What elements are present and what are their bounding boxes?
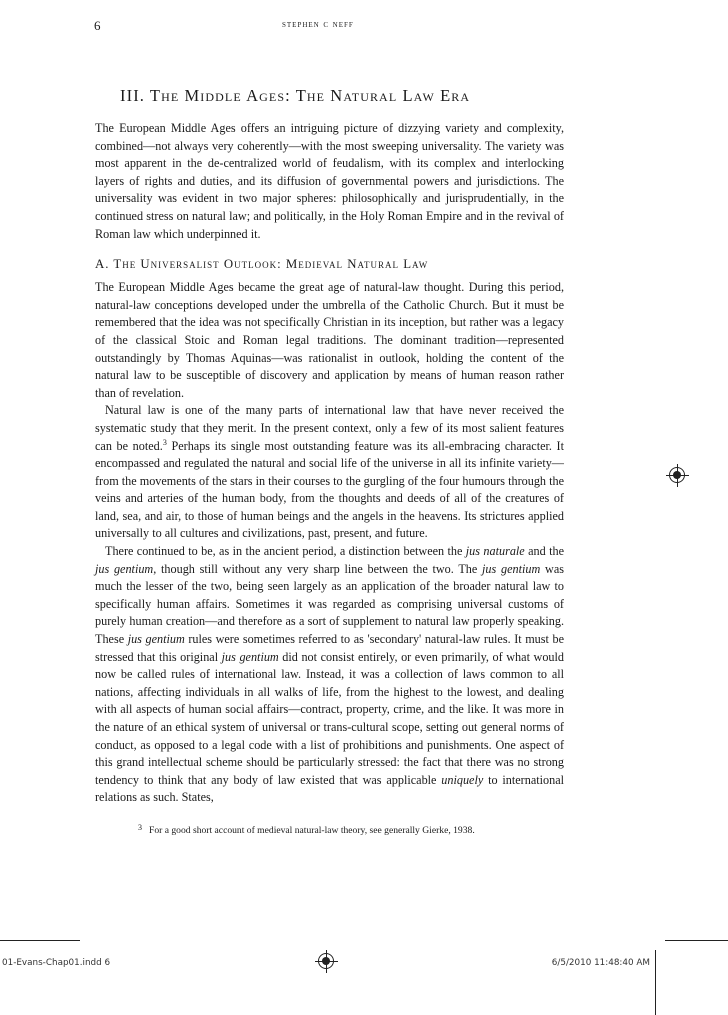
- registration-mark-icon: [318, 953, 334, 969]
- paragraph-3-text: and the: [524, 544, 564, 559]
- footnote-text: For a good short account of medieval natural-law theory, see generally Gierke, 1938.: [149, 824, 475, 836]
- subsection-heading: A. The Universalist Outlook: Medieval Natural Law: [95, 257, 429, 272]
- running-title: stephen c neff: [282, 19, 354, 30]
- paragraph-3-text: was much the lesser of the two, being seen largely as an application of the broader natural law to specifically human affairs. Sometimes it was regarded as comprising universal customs of purely human creation—and therefore as a sort of supplement to natural law properly speaking. These: [95, 561, 564, 647]
- paragraph-3-text: rules were sometimes referred to as 'secondary' natural-law rules. It must be stressed that this original: [95, 632, 564, 664]
- paragraph-3: [95, 543, 564, 807]
- footnote-reference: 3: [162, 437, 167, 447]
- paragraph-3-text: There continued to be, as in the ancient period, a distinction between the: [105, 544, 466, 559]
- text-block: [95, 86, 564, 837]
- emphasis-term: uniquely: [441, 772, 484, 787]
- paragraph-3-text: , though still without any very sharp line between the two. The: [153, 561, 483, 576]
- latin-term: jus gentium: [127, 632, 185, 647]
- intro-paragraph: The European Middle Ages offers an intriguing picture of dizzying variety and complexity, combined—not always very coherently—with the most sweeping universality. The variety was most apparent in the de-centralized world of feudalism, with its complex and interlocking layers of rights and duties, and its diffusion of governmental powers and jurisdictions. The universality was evident in two major spheres: philosophically and jurisprudentially, in the continued stress on natural law; and politically, in the Holy Roman Empire and in the revival of Roman law which underpinned it.: [95, 121, 564, 241]
- latin-term: jus gentium: [482, 561, 541, 576]
- latin-term: jus gentium: [95, 561, 154, 576]
- paragraph-2-text-a: Natural law is one of the many parts of international law that have never received the systematic study that they merit. In the present context, only a few of its most salient features can be noted.: [95, 403, 564, 453]
- paragraph-3-text: did not consist entirely, or even primarily, of what would now be called rules of international law. Instead, it was a collection of laws common to all nations, affecting individuals in all walks of life, from the highest to the lowest, and dealing with all aspects of human social affairs—contract, property, crime, and the like. It was more in the nature of an ethical system of universal or trans-cultural scope, setting out general norms of conduct, as opposed to a legal code with a list of prohibitions and punishments. One aspect of this grand intellectual scheme should be particularly stressed: the fact that there was no strong tendency to think that any body of law existed that was applicable: [95, 649, 564, 787]
- paragraph-3-text: to international relations as such. States,: [95, 772, 564, 805]
- footnote-mark: 3: [138, 822, 142, 832]
- crop-mark: [665, 940, 728, 941]
- footnote: [138, 821, 564, 837]
- crop-mark: [0, 940, 80, 941]
- latin-term: jus gentium: [221, 649, 279, 664]
- registration-mark-icon: [669, 467, 685, 483]
- running-head: [0, 18, 728, 34]
- crop-mark: [655, 950, 656, 1015]
- page-number: 6: [94, 18, 101, 33]
- paragraph-1: The European Middle Ages became the great age of natural-law thought. During this period, natural-law conceptions developed under the umbrella of the Catholic Church. But it must be remembered that the idea was not specifically Christian in its inception, but rather was a legacy of the classical Stoic and Roman legal traditions. The dominant tradition—represented outstandingly by Thomas Aquinas—was rationalist in outlook, holding the content of the natural law to be susceptible of discovery and application by means of human reason rather than of revelation.: [95, 280, 564, 400]
- slug-timestamp: 6/5/2010 11:48:40 AM: [551, 958, 650, 968]
- section-heading: III. The Middle Ages: The Natural Law Era: [120, 86, 471, 105]
- paragraph-2-text-b: Perhaps its single most outstanding feature was its all-embracing character. It encompassed and regulated the natural and social life of the universe in all its infinite variety—from the movements of the stars in their courses to the gurgling of the four humours through the veins and arteries of the human body, from the thoughts and deeds of all of the creatures of land, sea, and air, to those of human beings and the angels in the heavens. Its strictures applied universally to all cultures and civilizations, past, present, and future.: [95, 438, 564, 541]
- latin-term: jus naturale: [465, 544, 525, 559]
- slug-filename: 01-Evans-Chap01.indd 6: [2, 958, 111, 968]
- paragraph-2: [95, 402, 564, 543]
